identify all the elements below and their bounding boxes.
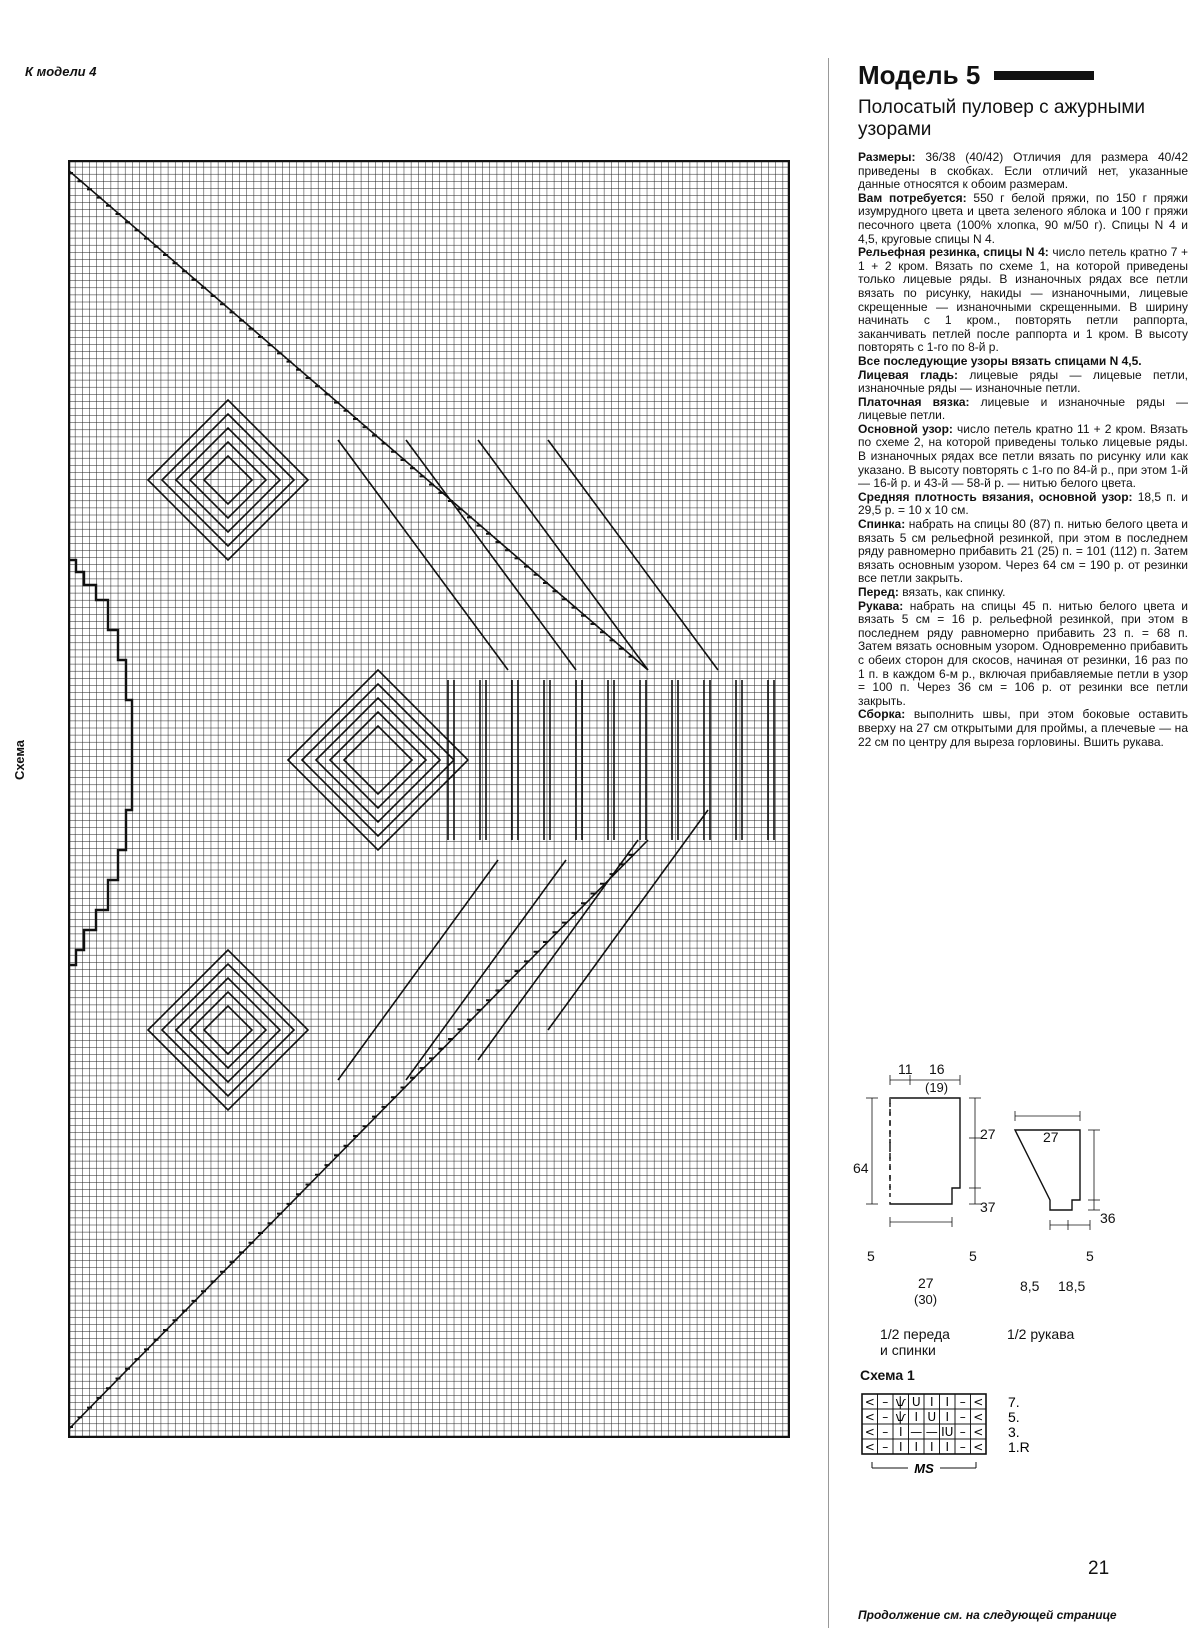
dim-height-total: 64: [853, 1160, 869, 1176]
dim-side: 37: [980, 1199, 996, 1215]
sleeve-caption: 1/2 рукава: [1007, 1326, 1075, 1342]
instruction-text: лицевые и изнаночные ряды — лицевые петли.: [858, 394, 1188, 423]
instruction-heading: Размеры:: [858, 150, 916, 164]
schema1-symbol: <: [864, 1395, 875, 1409]
dim-armhole: 27: [980, 1126, 996, 1142]
instruction-heading: Сборка:: [858, 707, 906, 722]
dim-sleeve-top: 27: [1043, 1129, 1059, 1145]
instruction-heading: Лицевая гладь:: [858, 367, 959, 382]
schema1-row-label: 7.: [1008, 1394, 1020, 1410]
schema1-symbol: I: [914, 1410, 919, 1424]
model-subtitle: Полосатый пуловер с ажурными узорами: [858, 97, 1146, 140]
model-title-text: Модель 5: [858, 60, 981, 90]
instruction-paragraph: [858, 586, 1188, 600]
schema1-symbol: I: [898, 1425, 903, 1439]
page-caption: К модели 4: [25, 64, 97, 79]
schema1-symbol: –: [959, 1440, 966, 1454]
schema1-row-label: 1.R: [1008, 1439, 1030, 1455]
dim-bottom-alt: (30): [914, 1292, 938, 1307]
schema1-symbol: –: [959, 1395, 966, 1409]
schema1-symbol: –: [882, 1440, 889, 1454]
instruction-paragraph: [858, 491, 1188, 518]
chart-side-label: Схема: [12, 739, 27, 780]
instruction-heading: Рельефная резинка, спицы N 4:: [858, 245, 1049, 260]
instruction-text: 36/38 (40/42) Отличия для размера 40/42 приведены в скобках. Если отличий нет, указанные данные относятся к обоим размерам.: [858, 150, 1188, 192]
instruction-paragraph: [858, 423, 1188, 491]
instruction-heading: Все последующие узоры вязать спицами N 4,5.: [858, 353, 1142, 368]
schema1-row-label: 3.: [1008, 1424, 1020, 1440]
dim-bottom: 27: [918, 1275, 934, 1291]
instruction-text: лицевые ряды — лицевые петли, изнаночные ряды — изнаночные петли.: [858, 367, 1188, 396]
instruction-text: число петель кратно 7 + 1 + 2 кром. Вязать по схеме 1, на которой приведены только лицевые ряды. В изнаночных рядах все петли вязать по рисунку, накиды — изнаночными, лицевые скрещенные — изнаночными скрещенными. В ширину начинать с 1 кром., повторять петли раппорта, заканчивать петлей после раппорта и 1 кром. В высоту повторять с 1-го по 8-й р.: [858, 245, 1188, 355]
instructions: [858, 151, 1188, 749]
schema1-row-label: 5.: [1008, 1409, 1020, 1425]
garment-schematic: [850, 1060, 1170, 1360]
dim-top-b-alt: (19): [925, 1080, 949, 1095]
schema1-symbol: I: [945, 1410, 950, 1424]
schema1-symbol: I: [945, 1440, 950, 1454]
continue-note: Продолжение см. на следующей странице: [858, 1608, 1117, 1622]
schema1-symbol: <: [864, 1425, 875, 1439]
knitting-chart-grid: [68, 160, 790, 1438]
schema1-symbol: I: [929, 1440, 934, 1454]
schema1-symbol: I: [898, 1440, 903, 1454]
schema1-symbol: IU: [941, 1425, 954, 1439]
body-caption-2: и спинки: [880, 1342, 936, 1358]
dim-top-a: 11: [898, 1061, 913, 1077]
dim-sleeve-rib: 5: [1086, 1248, 1094, 1264]
schema1-symbol: <: [973, 1440, 984, 1454]
dim-rib-right: 5: [969, 1248, 977, 1264]
schema1-symbol: <: [864, 1440, 875, 1454]
instruction-paragraph: [858, 369, 1188, 396]
instruction-paragraph: [858, 396, 1188, 423]
schema1-symbol: –: [882, 1425, 889, 1439]
schema1-symbol: —: [925, 1425, 938, 1439]
instruction-text: число петель кратно 11 + 2 кром. Вязать по схеме 2, на которой приведены только лицевые ряды. В изнаночных рядах все петли вязать по рисунку или как указано. В высоту повторять с 1-го по 84-й р., при этом 1-й — 16-й р. и 43-й — 58-й р. — нитью белого цвета.: [858, 421, 1188, 491]
instruction-heading: Основной узор:: [858, 421, 953, 436]
instruction-paragraph: [858, 192, 1188, 246]
instruction-paragraph: [858, 355, 1188, 369]
instruction-text: 18,5 п. и 29,5 р. = 10 х 10 см.: [858, 489, 1188, 518]
schema1-symbol: <: [973, 1425, 984, 1439]
instruction-text: вязать, как спинку.: [898, 585, 1006, 599]
instruction-text: 550 г белой пряжи, по 150 г пряжи изумрудного цвета и цвета зеленого яблока и 100 г пряжи песочного цвета (100% хлопка, 90 м/50 г). Спицы N 4 и 4,5, круговые спицы N 4.: [858, 190, 1188, 246]
schema1-symbol: ѱ: [895, 1395, 907, 1409]
stitch-marks: [68, 173, 634, 1427]
instruction-heading: Вам потребуется:: [858, 190, 967, 205]
page-number: 21: [1088, 1558, 1110, 1579]
body-caption-1: 1/2 переда: [880, 1326, 950, 1342]
schema1-symbol: I: [929, 1395, 934, 1409]
dim-top-b: 16: [929, 1061, 945, 1077]
instruction-heading: Средняя плотность вязания, основной узор:: [858, 489, 1133, 504]
schema1-symbol: I: [914, 1440, 919, 1454]
instruction-paragraph: [858, 518, 1188, 586]
title-bar: [994, 71, 1094, 80]
schema1-title: Схема 1: [860, 1367, 915, 1383]
instruction-paragraph: [858, 151, 1188, 192]
instruction-heading: Перед:: [858, 585, 899, 599]
schema1-symbol: I: [945, 1395, 950, 1409]
schema1-symbol: –: [959, 1410, 966, 1424]
model-title: [858, 60, 1188, 91]
schema1-chart: [860, 1390, 1060, 1480]
repeat-label: MS: [914, 1461, 934, 1476]
schema1-symbol: —: [910, 1425, 923, 1439]
dim-rib-left: 5: [867, 1248, 875, 1264]
column-divider: [828, 58, 829, 1628]
instruction-paragraph: [858, 708, 1188, 749]
schema1-symbol: U: [911, 1395, 921, 1409]
schema1-symbol: –: [882, 1410, 889, 1424]
schema1-symbol: <: [973, 1395, 984, 1409]
article-column: [858, 60, 1188, 749]
instruction-text: выполнить швы, при этом боковые оставить вверху на 27 см открытыми для проймы, а плечевые — на 22 см по центру для выреза горловины. Вшить рукава.: [858, 707, 1188, 749]
schema1-symbol: U: [927, 1410, 937, 1424]
schema1-symbol: –: [959, 1425, 966, 1439]
instruction-paragraph: [858, 600, 1188, 709]
schema1-symbol: ѱ: [895, 1410, 907, 1424]
instruction-text: набрать на спицы 45 п. нитью белого цвета и вязать 5 см = 16 р. рельефной резинкой, при этом в последнем ряду равномерно прибавить 23 п. = 68 п. Затем вязать основным узором. Одновременно прибавить с обеих сторон для скосов, начиная от резинки, 16 раз по 1 п. в каждом 6-м р., включая прибавляемые петли в узор = 100 п. Через 36 см = 106 р. от резинки все петли закрыть.: [858, 598, 1188, 708]
instruction-heading: Спинка:: [858, 517, 906, 532]
armhole-outline: [68, 560, 132, 965]
instruction-text: набрать на спицы 80 (87) п. нитью белого цвета и вязать 5 см рельефной резинкой, при этом в последнем ряду равномерно прибавить 21 (25) п. = 101 (112) п. Затем вязать основным узором. Через 64 см = 190 р. от резинки все петли закрыть.: [858, 517, 1188, 586]
schema1-symbol: <: [973, 1410, 984, 1424]
schema1-symbol: <: [864, 1410, 875, 1424]
schema1-symbol: –: [882, 1395, 889, 1409]
instruction-paragraph: [858, 246, 1188, 355]
instruction-heading: Платочная вязка:: [858, 394, 970, 409]
dim-sleeve-height: 36: [1100, 1210, 1116, 1226]
dim-sleeve-bottom-a: 8,5: [1020, 1278, 1040, 1294]
instruction-heading: Рукава:: [858, 598, 904, 613]
body-piece-outline: [890, 1098, 960, 1204]
dim-sleeve-bottom-b: 18,5: [1058, 1278, 1086, 1294]
